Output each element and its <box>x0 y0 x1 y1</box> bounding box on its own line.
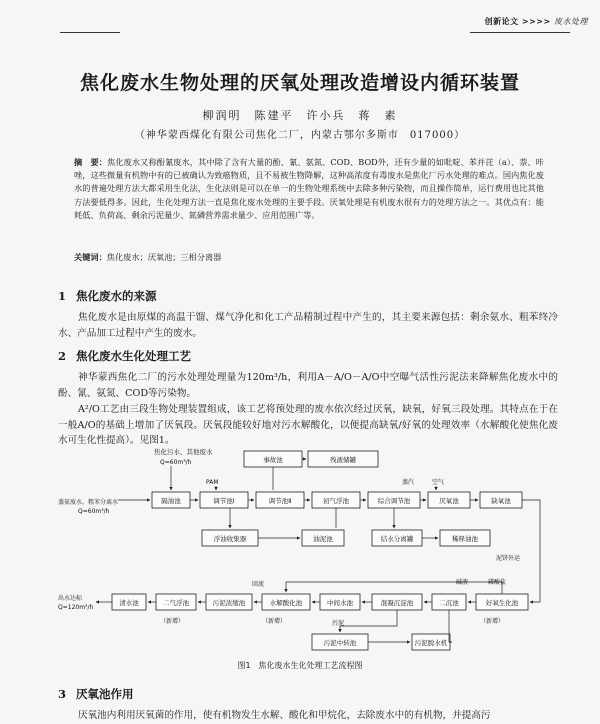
anaerobic-label: 厌氧池 <box>439 497 459 505</box>
section-1-heading <box>58 288 157 304</box>
float-oil-label: 浮油收集器 <box>213 535 247 543</box>
inlet-flow: Q=60m³/h <box>160 459 192 466</box>
sludge-flow-label: 污泥 <box>332 620 345 627</box>
abstract-label: 摘 要： <box>74 157 108 167</box>
header-arrows: >>>> <box>521 17 551 26</box>
accident-pool-label: 事故池 <box>263 456 283 464</box>
section-1-paragraph: 焦化废水是由原煤的高温干馏、煤气净化和化工产品精制过程中产生的，其主要来源包括：剩余氨水、粗苯终冷水、产品加工过程中产生的废水。 <box>58 312 558 339</box>
flow-line <box>522 500 540 602</box>
section-title: 焦化废水的来源 <box>76 289 157 303</box>
abstract <box>74 156 544 222</box>
sludge-conc-label: 污泥浓缩池 <box>212 599 246 607</box>
return-label: 回流 <box>252 581 265 588</box>
process-flow-diagram <box>56 444 556 656</box>
inlet2-label: 蒸氨废水、粗苯分离水 <box>58 499 119 506</box>
new-label-1: （新增） <box>160 618 185 625</box>
pam-label: PAM <box>206 479 219 486</box>
tank1-label: 调节池Ⅰ <box>213 497 235 505</box>
thickener-label: 油泥池 <box>313 535 333 543</box>
header-subsection: 废水处理 <box>554 17 588 26</box>
section-number: 3 <box>58 687 67 701</box>
running-header <box>485 16 588 27</box>
header-rule-right <box>470 32 570 33</box>
inlet-label: 焦化污水、其他废水 <box>154 448 213 456</box>
alkali-label: 碱液 <box>456 579 469 586</box>
section-2-heading <box>58 348 191 364</box>
abstract-text: 焦化废水又称酚氰废水，其中除了含有大量的酚、氰、氨氮、COD、BOD外，还有少量的如吡啶、苯并芘（a）、萘、咔唑，这些微量有机物中有的已被确认为致癌物质，且不易被生物降解，这种高浓度有毒废水是焦化厂污水处理的难点。国内焦化废水的普遍处理方法大都采用生化法，生化法则是可以在单一的生物处理系统中去除多种污染物，而且操作简单，运行费用也比其他方法要低得多。因此，生化处理方法一直是焦化废水处理的主要手段。厌氧处理是有机废水很有力的处理方法之一。其优点有：能耗低、负荷高、剩余污泥量少、氮磷营养需求量少、应用范围广等。 <box>74 157 544 220</box>
air-label: 空气 <box>432 479 445 486</box>
return-line <box>286 582 502 594</box>
mix-tank-label: 综合调节池 <box>377 497 411 505</box>
float1-label: 初气浮池 <box>323 497 349 505</box>
sludge-cake-label: 泥饼外运 <box>496 555 521 562</box>
affiliation: （神华蒙西煤化有限公司焦化二厂，内蒙古鄂尔多斯市 017000） <box>134 130 466 141</box>
header-section: 创新论文 <box>484 17 519 26</box>
inlet2-flow: Q=60m³/h <box>78 508 110 515</box>
tank2-label: 调节池Ⅱ <box>268 497 292 505</box>
residual-tank-label: 残液储罐 <box>330 456 356 464</box>
phosphate-label: 磷酸盐 <box>488 579 507 586</box>
cleaning-tank-label: 清水池 <box>119 599 139 607</box>
flow-line <box>340 610 397 632</box>
water-dist-label: 水解酸化池 <box>269 599 303 607</box>
steam-label: 蒸汽 <box>402 479 415 486</box>
float2-label: 二气浮池 <box>163 599 189 607</box>
sedim-final-label: 二沉池 <box>439 599 459 607</box>
new-label-2: （新增） <box>262 618 287 625</box>
paper-title: 焦化废水生物处理的厌氧处理改造增设内循环装置 <box>79 72 520 94</box>
new-label-3: （新增） <box>480 618 505 625</box>
dewater-label: 污泥脱水机 <box>414 639 448 647</box>
section-2-paragraph-1: 神华蒙西焦化二厂的污水处理处理量为120m³/h，利用A－A/O－A/O中空曝气活性污泥法来降解焦化废水中的酚、氰、氨氮、COD等污染物。 <box>58 372 558 399</box>
keywords <box>74 252 544 263</box>
section-2-paragraph-2: A²/O工艺由三段生物处理装置组成，该工艺将预处理的废水依次经过厌氧，缺氧，好氧三段处理。其特点在于在一般A/O的基础上增加了厌氧段。厌氧段能较好地对污水解酸化，以便提高缺氧/好氧的处理效率（水解酸化使焦化废水可生化性提高）。见图1。 <box>58 404 558 446</box>
oil-pool-label: 隔油池 <box>161 497 181 505</box>
oil-separator-label: 结水分离罐 <box>380 535 414 543</box>
figure-caption: 图1 焦化废水生化处理工艺流程图 <box>237 661 363 670</box>
anoxic-label: 缺氧池 <box>491 497 511 505</box>
keywords-label: 关键词： <box>74 252 107 262</box>
header-rule-left <box>60 32 120 33</box>
section-3-heading <box>58 686 134 702</box>
section-number: 2 <box>58 349 67 363</box>
section-title: 厌氧池作用 <box>76 687 134 701</box>
aerobic-label: 好氧生化池 <box>485 599 519 607</box>
mid-pool-label: 中间水池 <box>327 599 353 607</box>
outlet-flow: Q=120m³/h <box>58 604 94 611</box>
author-list: 柳润明 陈建平 许小兵 蒋 素 <box>202 109 398 122</box>
keywords-text: 焦化废水；厌氧池；三相分离器 <box>106 252 222 262</box>
section-3-paragraph: 厌氧池内利用厌氧菌的作用，使有机物发生水解、酸化和甲烷化，去除废水中的有机物，并提高污 <box>78 710 491 721</box>
sludge-pool-label: 稀释油池 <box>452 535 478 543</box>
sedim2-label: 混凝沉淀池 <box>380 599 414 607</box>
section-title: 焦化废水生化处理工艺 <box>76 349 191 363</box>
section-number: 1 <box>58 289 67 303</box>
outlet-label: 出水达标 <box>58 595 83 602</box>
sludge-tank-label: 污泥中转池 <box>323 639 357 647</box>
